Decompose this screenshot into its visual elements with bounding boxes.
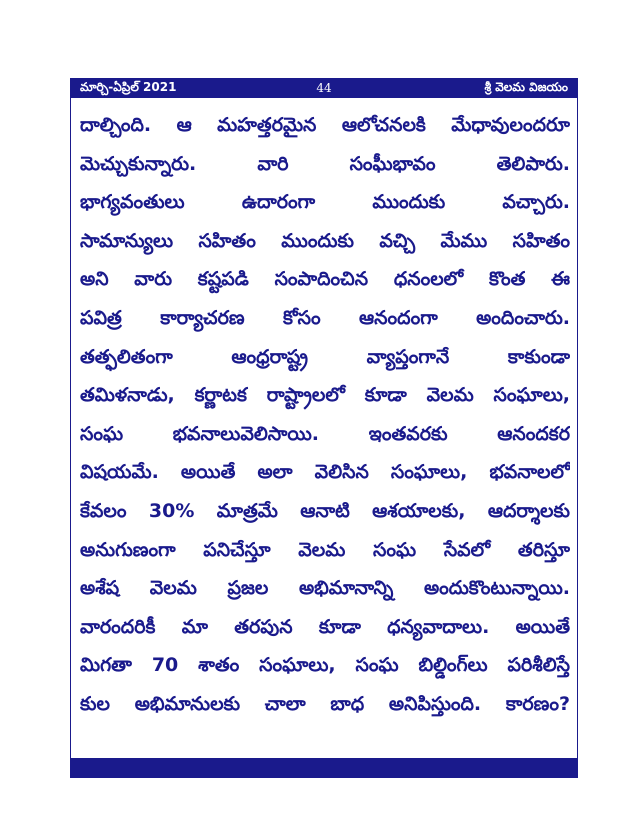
text-line: అశేష వెలమ ప్రజల అభిమానాన్ని అందుకొంటున్నాయి.	[80, 577, 570, 600]
text-line: భాగ్యవంతులు ఉదారంగా ముందుకు వచ్చారు.	[80, 191, 570, 214]
text-line: మిగతా 70 శాతం సంఘాలు, సంఘ బిల్డింగ్‌లు పరిశీలిస్తే	[80, 654, 570, 677]
text-line: విషయమే. అయితే అలా వెలిసిన సంఘాలు, భవనాలలో	[80, 461, 570, 484]
page-number: 44	[316, 81, 332, 95]
text-line: తత్ఫలితంగా ఆంధ్రరాష్ట్ర వ్యాప్తంగానే కాకుండా	[80, 345, 570, 368]
text-line: మెచ్చుకున్నారు. వారి సంఘీభావం తెలిపారు.	[80, 152, 570, 175]
text-line: దాల్చింది. ఆ మహత్తరమైన ఆలోచనలకి మేధావులందరూ	[80, 114, 570, 136]
issue-date: మార్చి-ఏప్రిల్ 2021	[80, 80, 177, 94]
magazine-title: శ్రీ వెలమ విజయం	[484, 80, 568, 94]
text-line: కుల అభిమానులకు చాలా బాధ అనిపిస్తుంది. కారణం?	[80, 692, 570, 715]
text-line: వారందరికీ మా తరపున కూడా ధన్యవాదాలు. అయితే	[80, 615, 570, 638]
article-body	[80, 106, 570, 724]
text-line: తమిళనాడు, కర్ణాటక రాష్ట్రాలలో కూడా వెలమ సంఘాలు,	[80, 384, 570, 407]
text-line: అనుగుణంగా పనిచేస్తూ వెలమ సంఘ సేవలో తరిస్తూ	[80, 538, 570, 561]
text-line: కేవలం 30% మాత్రమే ఆనాటి ఆశయాలకు, ఆదర్శాలకు	[80, 499, 570, 522]
text-line: అని వారు కష్టపడి సంపాదించిన ధనంలలో కొంత ఈ	[80, 268, 570, 291]
text-line: సంఘ భవనాలువెలిసాయి. ఇంతవరకు ఆనందకర	[80, 422, 570, 445]
page-header	[70, 78, 578, 98]
text-line: సామాన్యులు సహితం ముందుకు వచ్చి మేము సహితం	[80, 229, 570, 252]
page-footer-bar	[70, 758, 578, 778]
text-line: పవిత్ర కార్యాచరణ కోసం ఆనందంగా అందించారు.	[80, 306, 570, 329]
